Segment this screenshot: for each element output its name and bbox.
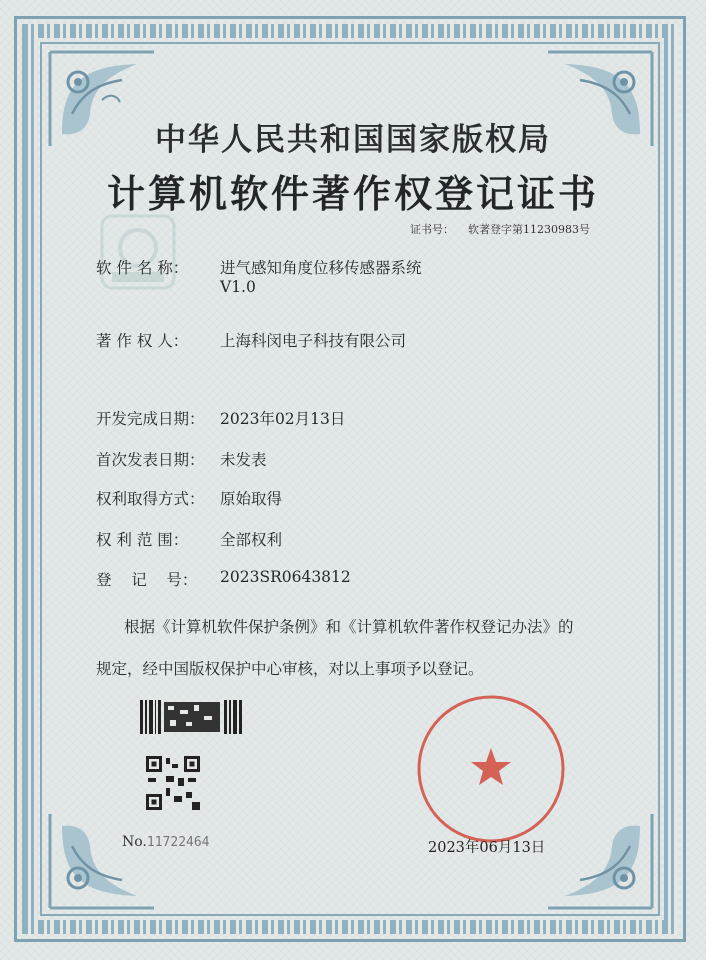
- field-value: 未发表: [220, 451, 267, 469]
- certificate-number: [410, 221, 590, 237]
- certificate-title: 计算机软件著作权登记证书: [106, 171, 599, 216]
- field-first-publication-date: [96, 448, 267, 470]
- field-label: 开发完成日期：: [96, 410, 205, 428]
- field-label: 首次发表日期：: [96, 451, 205, 469]
- field-value: 全部权利: [220, 531, 283, 549]
- issuing-authority: 中华人民共和国国家版权局: [155, 122, 551, 158]
- serial-number-label: No.: [122, 834, 147, 850]
- serial-number-value: 11722464: [146, 835, 210, 850]
- qr-code-icon: [146, 756, 200, 810]
- field-value: 原始取得: [220, 490, 283, 508]
- certificate-number-label: 证书号：: [410, 223, 454, 236]
- field-acquisition-method: [96, 487, 282, 509]
- serial-number: [122, 834, 210, 850]
- official-seal-icon: [416, 694, 566, 844]
- field-label: 权 利 范 围：: [96, 531, 189, 549]
- field-rights-scope: [96, 528, 282, 550]
- barcode-icon: [140, 700, 244, 734]
- field-value: 上海科闵电子科技有限公司: [220, 332, 407, 350]
- field-copyright-owner: [96, 329, 406, 351]
- field-software-name: [96, 256, 422, 296]
- field-label: 登 记 号：: [96, 571, 198, 589]
- field-version: V1.0: [220, 278, 256, 296]
- issue-date: 2023年06月13日: [428, 840, 546, 856]
- field-value: 2023年02月13日: [220, 410, 346, 428]
- field-label: 软 件 名 称：: [96, 259, 189, 277]
- statement-line: 根据《计算机软件保护条例》和《计算机软件著作权登记办法》的: [124, 618, 574, 636]
- field-registration-number: [96, 568, 351, 590]
- certificate-number-value: 软著登字第11230983号: [468, 223, 590, 236]
- field-value: 2023SR0643812: [220, 568, 351, 586]
- field-value: 进气感知角度位移传感器系统: [220, 259, 422, 277]
- statement-line: 规定，经中国版权保护中心审核，对以上事项予以登记。: [96, 660, 484, 678]
- corner-ornament-icon: [42, 806, 162, 916]
- field-completion-date: [96, 407, 345, 429]
- field-label: 权利取得方式：: [96, 490, 205, 508]
- field-label: 著 作 权 人：: [96, 332, 189, 350]
- registration-statement: [96, 606, 636, 690]
